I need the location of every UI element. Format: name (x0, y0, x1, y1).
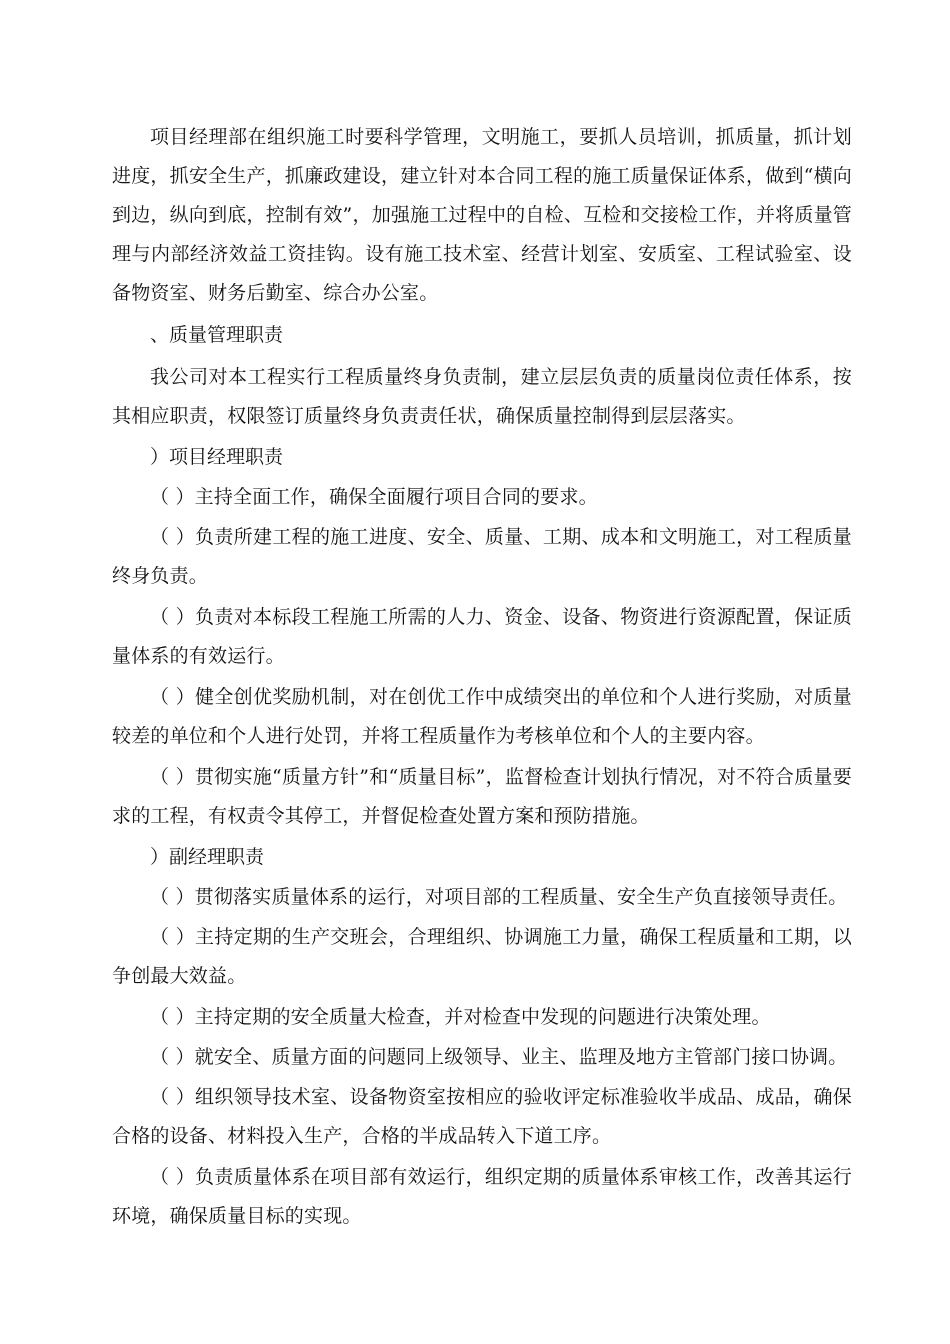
dm-duty-item: （ ）主持定期的安全质量大检查，并对检查中发现的问题进行决策处理。 (150, 1006, 771, 1028)
dm-duty-item: （ ）就安全、质量方面的问题同上级领导、业主、监理及地方主管部门接口协调。 (150, 1046, 848, 1068)
dm-duty-item: （ ）负责质量体系在项目部有效运行，组织定期的质量体系审核工作，改善其运行环境，确保质量目标的实现。 (112, 1166, 852, 1227)
pm-duties-heading: ）项目经理职责 (150, 446, 284, 468)
intro-paragraph: 项目经理部在组织施工时要科学管理，文明施工，要抓人员培训，抓质量，抓计划进度，抓安全生产，抓廉政建设，建立针对本合同工程的施工质量保证体系，做到“横向到边，纵向到底，控制有效”，加强施工过程中的自检、互检和交接检工作，并将质量管理与内部经济效益工资挂钩。设有施工技术室、经营计划室、安质室、工程试验室、设备物资室、财务后勤室、综合办公室。 (112, 126, 852, 304)
dm-duties-heading: ）副经理职责 (150, 846, 265, 868)
pm-duty-item: （ ）负责对本标段工程施工所需的人力、资金、设备、物资进行资源配置，保证质量体系的有效运行。 (112, 606, 852, 667)
dm-duty-item: （ ）组织领导技术室、设备物资室按相应的验收评定标准验收半成品、成品，确保合格的设备、材料投入生产，合格的半成品转入下道工序。 (112, 1086, 852, 1147)
section-heading: 、质量管理职责 (150, 324, 284, 346)
pm-duty-item: （ ）主持全面工作，确保全面履行项目合同的要求。 (150, 486, 598, 508)
pm-duty-item: （ ）贯彻实施“质量方针”和“质量目标”，监督检查计划执行情况，对不符合质量要求的工程，有权责令其停工，并督促检查处置方案和预防措施。 (112, 766, 852, 827)
dm-duty-item: （ ）主持定期的生产交班会，合理组织、协调施工力量，确保工程质量和工期，以争创最大效益。 (112, 926, 852, 987)
dm-duty-item: （ ）贯彻落实质量体系的运行，对项目部的工程质量、安全生产负直接领导责任。 (150, 886, 848, 908)
section-intro-paragraph: 我公司对本工程实行工程质量终身负责制，建立层层负责的质量岗位责任体系，按其相应职责，权限签订质量终身负责责任状，确保质量控制得到层层落实。 (112, 366, 852, 427)
pm-duty-item: （ ）负责所建工程的施工进度、安全、质量、工期、成本和文明施工，对工程质量终身负责。 (112, 526, 852, 587)
pm-duty-item: （ ）健全创优奖励机制，对在创优工作中成绩突出的单位和个人进行奖励，对质量较差的单位和个人进行处罚，并将工程质量作为考核单位和个人的主要内容。 (112, 686, 852, 747)
